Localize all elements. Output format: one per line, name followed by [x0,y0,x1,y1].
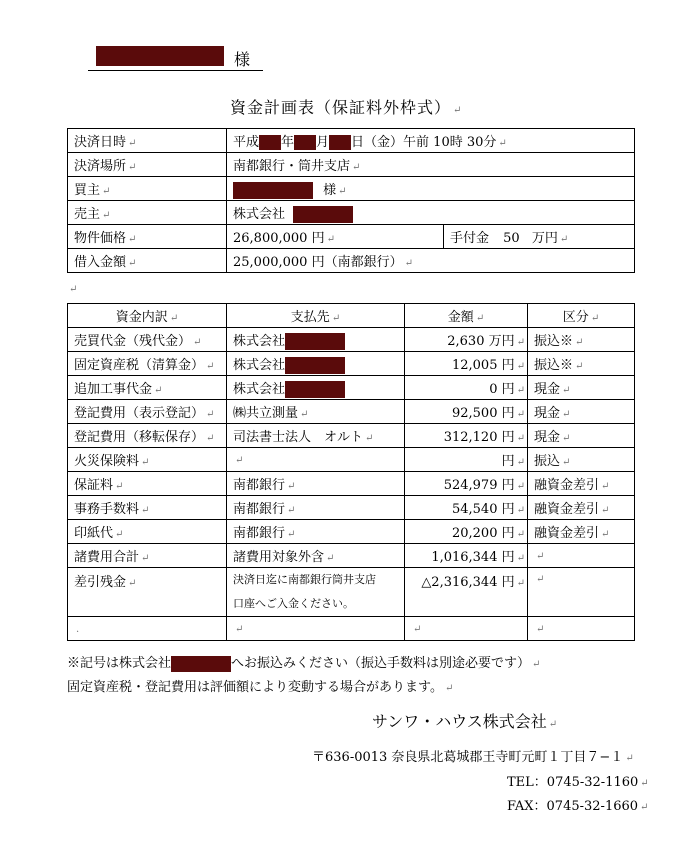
settlement-date-label: 決済日時 ↵ [68,129,227,153]
redacted-company-name [171,656,231,672]
table-row [68,249,635,273]
company-fax: FAX：0745-32-1660 ↵ [507,799,649,814]
redacted-day [329,135,351,150]
recipient-honorific: 様 [234,50,251,69]
fund-amount: 1,016,344 円 ↵ [405,544,528,568]
fund-category: 振込※ ↵ [528,328,635,352]
redacted-payee-name [285,381,345,398]
redacted-payee-name [285,357,345,374]
fund-amount: 2,630 万円 ↵ [405,328,528,352]
fund-item: 登記費用（表示登記） ↵ [68,400,227,424]
table-row [68,177,635,201]
table-row [68,520,635,544]
fund-amount: 524,979 円 ↵ [405,472,528,496]
fund-payee: 司法書士法人 オルト ↵ [227,424,405,448]
fund-payee: ㈱共立測量 ↵ [227,400,405,424]
fund-item: 固定資産税（清算金） ↵ [68,352,227,376]
fund-amount: 円 ↵ [405,448,528,472]
balance-category: ↵ [528,568,635,617]
table-header-row [68,304,635,328]
fund-item: 事務手数料 ↵ [68,496,227,520]
fund-payee: 南都銀行 ↵ [227,472,405,496]
balance-item: 差引残金 ↵ [68,568,227,617]
fund-category: 現金 ↵ [528,424,635,448]
table-row [68,352,635,376]
fund-category: 現金 ↵ [528,376,635,400]
fund-category: 振込※ ↵ [528,352,635,376]
header-payee: 支払先 ↵ [227,304,405,328]
table-row [68,400,635,424]
table-row [68,153,635,177]
seller-label: 売主 ↵ [68,201,227,225]
seller-value: 株式会社 [227,201,635,225]
fund-item: 売買代金（残代金） ↵ [68,328,227,352]
table-row [68,472,635,496]
redacted-buyer-name [233,182,313,199]
fund-payee: 株式会社 [227,376,405,400]
redacted-month [294,135,316,150]
deposit-value: 手付金 50 万円 ↵ [444,225,635,249]
fund-payee: 南都銀行 ↵ [227,496,405,520]
fund-category: 振込 ↵ [528,448,635,472]
transfer-note: ※記号は株式会社 へお振込みください（振込手数料は別途必要です） ↵ [67,656,541,671]
redacted-year [259,135,281,150]
empty-cell: ↵ [227,617,405,641]
fund-amount: 20,200 円 ↵ [405,520,528,544]
fund-item: 追加工事代金 ↵ [68,376,227,400]
table-row [68,201,635,225]
empty-cell: ↵ [405,617,528,641]
variation-note: 固定資産税・登記費用は評価額により変動する場合があります。 ↵ [67,680,454,695]
table-row [68,496,635,520]
settlement-place-value: 南都銀行・筒井支店 ↵ [227,153,635,177]
property-price-label: 物件価格 ↵ [68,225,227,249]
fund-amount: 0 円 ↵ [405,376,528,400]
header-amount: 金額 ↵ [405,304,528,328]
buyer-label: 買主 ↵ [68,177,227,201]
table-row [68,544,635,568]
company-address: 〒636-0013 奈良県北葛城郡王寺町元町１丁目７−１ ↵ [312,750,634,765]
paragraph-mark: ↵ [69,284,78,295]
empty-cell: . [68,617,227,641]
fund-item: 印紙代 ↵ [68,520,227,544]
fund-item: 火災保険料 ↵ [68,448,227,472]
balance-amount: △2,316,344 円 ↵ [405,568,528,617]
fund-category: 現金 ↵ [528,400,635,424]
fund-payee: 南都銀行 ↵ [227,520,405,544]
redacted-recipient-name [96,46,224,66]
fund-payee: 諸費用対象外含 ↵ [227,544,405,568]
fund-item: 諸費用合計 ↵ [68,544,227,568]
fund-payee: 株式会社 [227,352,405,376]
settlement-date-value: 平成 年 月 日（金）午前 10時 30分 ↵ [227,129,635,153]
table-row [68,424,635,448]
empty-row [68,617,635,641]
table-row [68,448,635,472]
fund-payee: 株式会社 [227,328,405,352]
redacted-seller-name [293,206,353,223]
fund-amount: 54,540 円 ↵ [405,496,528,520]
document-title: 資金計画表（保証料外枠式） ↵ [230,98,463,117]
fund-payee: ↵ [227,448,405,472]
loan-amount-label: 借入金額 ↵ [68,249,227,273]
table-row [68,129,635,153]
empty-cell: ↵ [528,617,635,641]
fund-item: 保証料 ↵ [68,472,227,496]
company-name: サンワ・ハウス株式会社 ↵ [372,712,558,731]
funds-breakdown-table [67,303,635,641]
settlement-info-table [67,128,635,273]
settlement-place-label: 決済場所 ↵ [68,153,227,177]
header-category: 区分 ↵ [528,304,635,328]
fund-item: 登記費用（移転保存） ↵ [68,424,227,448]
buyer-value: 様 ↵ [227,177,635,201]
table-row [68,376,635,400]
balance-payee: 決済日迄に南都銀行筒井支店 口座へご入金ください。 [227,568,405,617]
header-item: 資金内訳 ↵ [68,304,227,328]
balance-row [68,568,635,617]
fund-category: 融資金差引 ↵ [528,472,635,496]
fund-amount: 312,120 円 ↵ [405,424,528,448]
fund-category: 融資金差引 ↵ [528,520,635,544]
fund-category: ↵ [528,544,635,568]
recipient-line [88,44,263,71]
property-price-value: 26,800,000 円 ↵ [227,225,444,249]
loan-amount-value: 25,000,000 円（南都銀行） ↵ [227,249,635,273]
fund-amount: 92,500 円 ↵ [405,400,528,424]
table-row [68,328,635,352]
company-tel: TEL：0745-32-1160 ↵ [507,775,649,790]
fund-amount: 12,005 円 ↵ [405,352,528,376]
table-row [68,225,635,249]
redacted-payee-name [285,333,345,350]
fund-category: 融資金差引 ↵ [528,496,635,520]
